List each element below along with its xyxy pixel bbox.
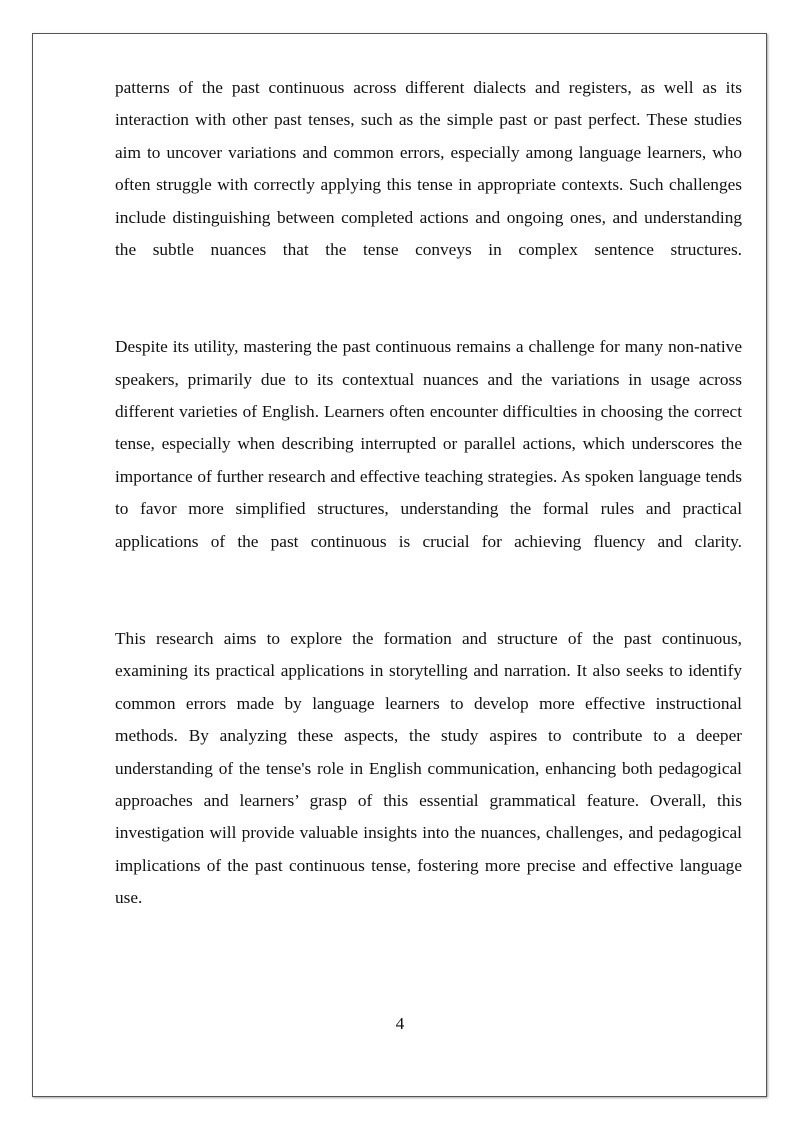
paragraph-1: patterns of the past continuous across different dialects and registers, as well as its interaction with other past tenses, such as the simple past or past perfect. These studies aim to uncover variations and common errors, especially among language learners, who often struggle with correctly applying this tense in appropriate contexts. Such challenges include distinguishing between completed actions and ongoing ones, and understanding the subtle nuances that the tense conveys in complex sentence structures. xyxy=(115,78,742,260)
paragraph-2: Despite its utility, mastering the past continuous remains a challenge for many non-native speakers, primarily due to its contextual nuances and the variations in usage across different varieties of English. Learners often encounter difficulties in choosing the correct tense, especially when describing interrupted or parallel actions, which underscores the importance of further research and effective teaching strategies. As spoken language tends to favor more simplified structures, understanding the formal rules and practical applications of the past continuous is crucial for achieving fluency and clarity. xyxy=(115,337,742,551)
paragraph-gap xyxy=(115,299,742,331)
paragraph-gap xyxy=(115,590,742,622)
page-number: 4 xyxy=(395,1014,405,1033)
paragraph-3: This research aims to explore the formation and structure of the past continuous, examining its practical applications in storytelling and narration. It also seeks to identify common errors made by language learners to develop more effective instructional methods. By analyzing these aspects, the study aspires to contribute to a deeper understanding of the tense's role in English communication, enhancing both pedagogical approaches and learners’ grasp of this essential grammatical feature. Overall, this investigation will provide valuable insights into the nuances, challenges, and pedagogical implications of the past continuous tense, fostering more precise and effective language use. xyxy=(115,628,742,908)
document-body xyxy=(115,72,742,915)
